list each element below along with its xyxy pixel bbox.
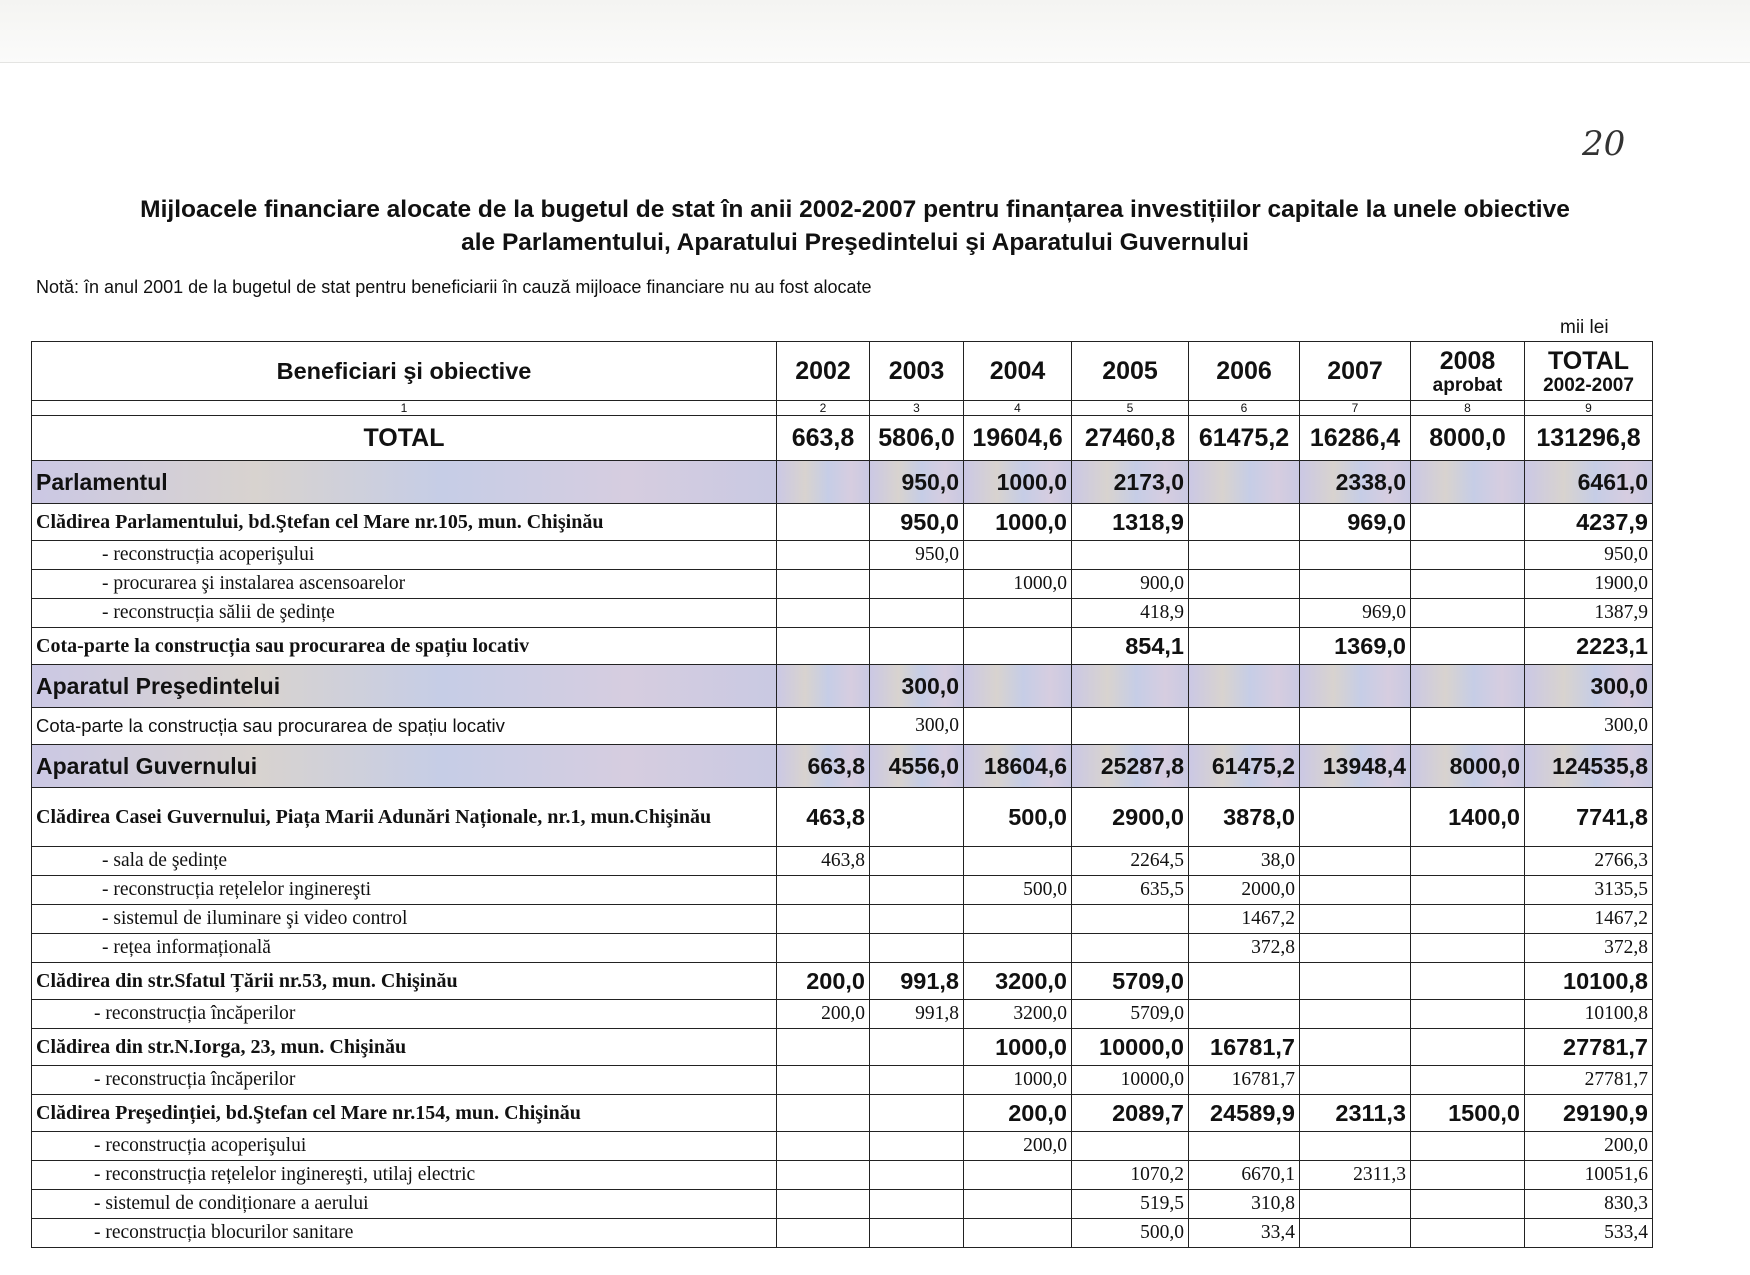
value-cell xyxy=(1189,963,1300,1000)
value-cell xyxy=(1189,504,1300,541)
value-cell xyxy=(777,708,870,745)
value-cell: 10100,8 xyxy=(1525,1000,1653,1029)
value-cell: 1070,2 xyxy=(1072,1161,1189,1190)
row-label: - reconstrucția încăperilor xyxy=(32,1000,777,1029)
column-number: 5 xyxy=(1072,401,1189,416)
value-cell: 830,3 xyxy=(1525,1190,1653,1219)
column-number: 4 xyxy=(964,401,1072,416)
sub-item-row xyxy=(32,905,1653,934)
object-row xyxy=(32,963,1653,1000)
value-cell xyxy=(1072,708,1189,745)
row-label: - reconstrucția sălii de şedințe xyxy=(32,599,777,628)
value-cell xyxy=(1300,847,1411,876)
value-cell: 200,0 xyxy=(1525,1132,1653,1161)
sub-item-row xyxy=(32,1190,1653,1219)
value-cell xyxy=(777,1190,870,1219)
value-cell xyxy=(870,1132,964,1161)
row-label: Clădirea din str.N.Iorga, 23, mun. Chişinău xyxy=(32,1029,777,1066)
value-cell: 10000,0 xyxy=(1072,1029,1189,1066)
value-cell: 500,0 xyxy=(964,788,1072,847)
section-cell: 1000,0 xyxy=(964,461,1072,504)
sub-item-row xyxy=(32,541,1653,570)
section-cell: 124535,8 xyxy=(1525,745,1653,788)
section-row xyxy=(32,665,1653,708)
value-cell xyxy=(1300,963,1411,1000)
value-cell: 2000,0 xyxy=(1189,876,1300,905)
title-line-2: ale Parlamentului, Aparatului Preşedintelui şi Aparatului Guvernului xyxy=(461,229,1249,256)
value-cell xyxy=(777,1095,870,1132)
value-cell xyxy=(1300,1066,1411,1095)
value-cell: 418,9 xyxy=(1072,599,1189,628)
row-label: - procurarea şi instalarea ascensoarelor xyxy=(32,570,777,599)
value-cell: 2766,3 xyxy=(1525,847,1653,876)
value-cell xyxy=(777,1219,870,1248)
object-row xyxy=(32,788,1653,847)
header-2008-year: 2008 xyxy=(1439,347,1496,375)
section-cell xyxy=(1072,665,1189,708)
section-label: Parlamentul xyxy=(32,461,777,504)
value-cell xyxy=(870,1161,964,1190)
row-label: Clădirea Casei Guvernului, Piața Marii Adunări Naționale, nr.1, mun.Chişinău xyxy=(32,788,777,847)
value-cell: 33,4 xyxy=(1189,1219,1300,1248)
section-cell xyxy=(777,461,870,504)
value-cell: 6670,1 xyxy=(1189,1161,1300,1190)
value-cell xyxy=(1189,708,1300,745)
column-number: 7 xyxy=(1300,401,1411,416)
value-cell: 854,1 xyxy=(1072,628,1189,665)
value-cell: 1369,0 xyxy=(1300,628,1411,665)
value-cell xyxy=(1072,1132,1189,1161)
value-cell xyxy=(964,541,1072,570)
value-cell: 3135,5 xyxy=(1525,876,1653,905)
object-row xyxy=(32,708,1653,745)
value-cell xyxy=(1072,541,1189,570)
header-year: 2005 xyxy=(1072,342,1189,401)
value-cell xyxy=(1300,1190,1411,1219)
value-cell: 200,0 xyxy=(964,1095,1072,1132)
value-cell xyxy=(1300,788,1411,847)
value-cell: 635,5 xyxy=(1072,876,1189,905)
sub-item-row xyxy=(32,1132,1653,1161)
section-cell: 663,8 xyxy=(777,745,870,788)
value-cell xyxy=(870,905,964,934)
value-cell xyxy=(777,905,870,934)
value-cell: 372,8 xyxy=(1189,934,1300,963)
row-label: Cota-parte la construcția sau procurarea de spațiu locativ xyxy=(32,708,777,745)
header-year: 2004 xyxy=(964,342,1072,401)
value-cell xyxy=(1300,708,1411,745)
value-cell xyxy=(870,1219,964,1248)
column-number: 8 xyxy=(1411,401,1525,416)
value-cell: 310,8 xyxy=(1189,1190,1300,1219)
value-cell: 463,8 xyxy=(777,788,870,847)
value-cell xyxy=(1300,570,1411,599)
value-cell xyxy=(1189,1000,1300,1029)
value-cell xyxy=(777,570,870,599)
value-cell xyxy=(1411,1029,1525,1066)
value-cell xyxy=(1411,1066,1525,1095)
scan-top-edge xyxy=(0,0,1750,63)
value-cell: 200,0 xyxy=(777,963,870,1000)
column-number: 6 xyxy=(1189,401,1300,416)
value-cell: 4237,9 xyxy=(1525,504,1653,541)
sub-item-row xyxy=(32,570,1653,599)
value-cell: 2311,3 xyxy=(1300,1095,1411,1132)
value-cell: 1400,0 xyxy=(1411,788,1525,847)
value-cell xyxy=(1411,1190,1525,1219)
value-cell: 969,0 xyxy=(1300,504,1411,541)
value-cell: 2900,0 xyxy=(1072,788,1189,847)
value-cell xyxy=(1411,599,1525,628)
section-cell xyxy=(1411,665,1525,708)
value-cell: 500,0 xyxy=(1072,1219,1189,1248)
value-cell xyxy=(1411,1000,1525,1029)
value-cell xyxy=(777,1029,870,1066)
header-2008-sub: aprobat xyxy=(1432,375,1503,396)
value-cell xyxy=(1411,1132,1525,1161)
value-cell: 2311,3 xyxy=(1300,1161,1411,1190)
value-cell xyxy=(1189,599,1300,628)
value-cell: 1467,2 xyxy=(1525,905,1653,934)
object-row xyxy=(32,628,1653,665)
value-cell xyxy=(870,1095,964,1132)
total-row xyxy=(32,416,1653,461)
value-cell xyxy=(964,847,1072,876)
value-cell: 1000,0 xyxy=(964,1029,1072,1066)
value-cell xyxy=(1411,876,1525,905)
value-cell: 500,0 xyxy=(964,876,1072,905)
value-cell xyxy=(1411,1161,1525,1190)
value-cell xyxy=(964,628,1072,665)
row-label: - sistemul de condiționare a aerului xyxy=(32,1190,777,1219)
row-label: Clădirea din str.Sfatul Țării nr.53, mun. Chişinău xyxy=(32,963,777,1000)
budget-table xyxy=(31,341,1653,1248)
value-cell: 10000,0 xyxy=(1072,1066,1189,1095)
row-label: Clădirea Parlamentului, bd.Ştefan cel Mare nr.105, mun. Chişinău xyxy=(32,504,777,541)
value-cell: 3200,0 xyxy=(964,963,1072,1000)
header-2008 xyxy=(1411,342,1525,401)
value-cell xyxy=(964,1161,1072,1190)
row-label: - reconstrucția blocurilor sanitare xyxy=(32,1219,777,1248)
value-cell xyxy=(777,1132,870,1161)
value-cell: 1500,0 xyxy=(1411,1095,1525,1132)
value-cell: 5709,0 xyxy=(1072,1000,1189,1029)
title-line-1: Mijloacele financiare alocate de la bugetul de stat în anii 2002-2007 pentru finanțarea investițiilor capitale la unele obiective xyxy=(140,196,1570,223)
value-cell: 991,8 xyxy=(870,963,964,1000)
sub-item-row xyxy=(32,1219,1653,1248)
value-cell xyxy=(870,788,964,847)
section-label: Aparatul Guvernului xyxy=(32,745,777,788)
value-cell xyxy=(1411,504,1525,541)
object-row xyxy=(32,504,1653,541)
value-cell xyxy=(777,1066,870,1095)
value-cell xyxy=(1072,905,1189,934)
value-cell: 991,8 xyxy=(870,1000,964,1029)
note: Notă: în anul 2001 de la bugetul de stat pentru beneficiarii în cauză mijloace financiare nu au fost alocate xyxy=(36,277,872,297)
section-cell xyxy=(1189,461,1300,504)
header-beneficiari: Beneficiari şi obiective xyxy=(32,342,777,401)
section-row xyxy=(32,745,1653,788)
sub-item-row xyxy=(32,1161,1653,1190)
value-cell: 300,0 xyxy=(1525,708,1653,745)
value-cell: 5709,0 xyxy=(1072,963,1189,1000)
value-cell xyxy=(1300,1000,1411,1029)
value-cell: 969,0 xyxy=(1300,599,1411,628)
object-row xyxy=(32,1029,1653,1066)
value-cell xyxy=(964,599,1072,628)
value-cell: 3878,0 xyxy=(1189,788,1300,847)
value-cell xyxy=(964,708,1072,745)
section-cell xyxy=(1300,665,1411,708)
value-cell xyxy=(964,934,1072,963)
sub-item-row xyxy=(32,1066,1653,1095)
value-cell: 7741,8 xyxy=(1525,788,1653,847)
value-cell xyxy=(1189,541,1300,570)
header-total xyxy=(1525,342,1653,401)
value-cell xyxy=(1189,1132,1300,1161)
total-cell: 61475,2 xyxy=(1189,416,1300,461)
value-cell xyxy=(777,541,870,570)
section-label: Aparatul Preşedintelui xyxy=(32,665,777,708)
row-label: - reconstrucția încăperilor xyxy=(32,1066,777,1095)
section-cell xyxy=(777,665,870,708)
row-label: - reconstrucția acoperişului xyxy=(32,1132,777,1161)
value-cell xyxy=(1300,876,1411,905)
total-cell: 131296,8 xyxy=(1525,416,1653,461)
value-cell xyxy=(870,1190,964,1219)
value-cell: 27781,7 xyxy=(1525,1066,1653,1095)
value-cell: 27781,7 xyxy=(1525,1029,1653,1066)
row-label: - sala de şedințe xyxy=(32,847,777,876)
value-cell xyxy=(870,1029,964,1066)
value-cell xyxy=(1411,934,1525,963)
value-cell: 1000,0 xyxy=(964,504,1072,541)
value-cell xyxy=(964,905,1072,934)
value-cell xyxy=(1411,1219,1525,1248)
value-cell xyxy=(1300,905,1411,934)
value-cell xyxy=(1411,541,1525,570)
section-cell xyxy=(1411,461,1525,504)
section-cell: 300,0 xyxy=(1525,665,1653,708)
value-cell: 300,0 xyxy=(870,708,964,745)
row-label: - rețea informațională xyxy=(32,934,777,963)
header-total-label: TOTAL xyxy=(1547,347,1629,375)
value-cell xyxy=(1411,708,1525,745)
value-cell: 2223,1 xyxy=(1525,628,1653,665)
value-cell xyxy=(870,1066,964,1095)
value-cell: 3200,0 xyxy=(964,1000,1072,1029)
value-cell xyxy=(964,1190,1072,1219)
row-label: - sistemul de iluminare şi video control xyxy=(32,905,777,934)
value-cell: 200,0 xyxy=(964,1132,1072,1161)
unit-label: mii lei xyxy=(1560,317,1609,338)
sub-item-row xyxy=(32,1000,1653,1029)
column-number: 1 xyxy=(32,401,777,416)
value-cell xyxy=(777,504,870,541)
value-cell: 2264,5 xyxy=(1072,847,1189,876)
value-cell: 24589,9 xyxy=(1189,1095,1300,1132)
value-cell: 900,0 xyxy=(1072,570,1189,599)
value-cell xyxy=(777,1161,870,1190)
section-cell: 18604,6 xyxy=(964,745,1072,788)
sub-item-row xyxy=(32,599,1653,628)
value-cell xyxy=(1411,628,1525,665)
header-year: 2003 xyxy=(870,342,964,401)
value-cell xyxy=(1411,847,1525,876)
value-cell xyxy=(1411,963,1525,1000)
section-cell: 2338,0 xyxy=(1300,461,1411,504)
header-total-range: 2002-2007 xyxy=(1543,375,1634,396)
value-cell: 38,0 xyxy=(1189,847,1300,876)
document-title xyxy=(30,193,1680,259)
header-row xyxy=(32,342,1653,401)
value-cell: 1900,0 xyxy=(1525,570,1653,599)
row-label: - reconstrucția rețelelor inginereşti xyxy=(32,876,777,905)
column-number: 3 xyxy=(870,401,964,416)
value-cell xyxy=(1300,1132,1411,1161)
value-cell: 2089,7 xyxy=(1072,1095,1189,1132)
column-number: 2 xyxy=(777,401,870,416)
value-cell: 10100,8 xyxy=(1525,963,1653,1000)
value-cell: 950,0 xyxy=(870,504,964,541)
value-cell xyxy=(777,934,870,963)
sub-item-row xyxy=(32,876,1653,905)
value-cell: 519,5 xyxy=(1072,1190,1189,1219)
value-cell xyxy=(777,628,870,665)
total-cell: 16286,4 xyxy=(1300,416,1411,461)
total-label: TOTAL xyxy=(32,416,777,461)
value-cell xyxy=(870,628,964,665)
value-cell xyxy=(964,1219,1072,1248)
value-cell: 1000,0 xyxy=(964,570,1072,599)
header-year: 2002 xyxy=(777,342,870,401)
section-cell: 4556,0 xyxy=(870,745,964,788)
value-cell: 1000,0 xyxy=(964,1066,1072,1095)
value-cell xyxy=(870,847,964,876)
value-cell: 16781,7 xyxy=(1189,1066,1300,1095)
value-cell: 533,4 xyxy=(1525,1219,1653,1248)
row-label: Clădirea Preşedinției, bd.Ştefan cel Mare nr.154, mun. Chişinău xyxy=(32,1095,777,1132)
section-cell: 300,0 xyxy=(870,665,964,708)
object-row xyxy=(32,1095,1653,1132)
total-cell: 27460,8 xyxy=(1072,416,1189,461)
section-cell: 61475,2 xyxy=(1189,745,1300,788)
header-year: 2006 xyxy=(1189,342,1300,401)
row-label: - reconstrucția acoperişului xyxy=(32,541,777,570)
value-cell xyxy=(1300,1219,1411,1248)
value-cell xyxy=(870,934,964,963)
section-cell xyxy=(964,665,1072,708)
section-cell: 6461,0 xyxy=(1525,461,1653,504)
value-cell: 950,0 xyxy=(1525,541,1653,570)
column-number-row xyxy=(32,401,1653,416)
value-cell: 10051,6 xyxy=(1525,1161,1653,1190)
row-label: - reconstrucția rețelelor inginereşti, utilaj electric xyxy=(32,1161,777,1190)
total-cell: 663,8 xyxy=(777,416,870,461)
value-cell xyxy=(870,876,964,905)
value-cell: 29190,9 xyxy=(1525,1095,1653,1132)
section-row xyxy=(32,461,1653,504)
value-cell xyxy=(777,599,870,628)
value-cell xyxy=(870,570,964,599)
value-cell xyxy=(1189,628,1300,665)
page-number: 20 xyxy=(1582,124,1626,164)
value-cell: 1387,9 xyxy=(1525,599,1653,628)
section-cell: 2173,0 xyxy=(1072,461,1189,504)
value-cell xyxy=(1300,934,1411,963)
sub-item-row xyxy=(32,847,1653,876)
value-cell: 200,0 xyxy=(777,1000,870,1029)
value-cell: 372,8 xyxy=(1525,934,1653,963)
value-cell: 16781,7 xyxy=(1189,1029,1300,1066)
value-cell xyxy=(1300,1029,1411,1066)
value-cell xyxy=(1300,541,1411,570)
total-cell: 19604,6 xyxy=(964,416,1072,461)
value-cell: 1318,9 xyxy=(1072,504,1189,541)
value-cell xyxy=(1411,905,1525,934)
value-cell: 1467,2 xyxy=(1189,905,1300,934)
row-label: Cota-parte la construcția sau procurarea de spațiu locativ xyxy=(32,628,777,665)
section-cell: 13948,4 xyxy=(1300,745,1411,788)
section-cell: 8000,0 xyxy=(1411,745,1525,788)
total-cell: 5806,0 xyxy=(870,416,964,461)
value-cell xyxy=(1411,570,1525,599)
value-cell xyxy=(777,876,870,905)
value-cell xyxy=(870,599,964,628)
sub-item-row xyxy=(32,934,1653,963)
value-cell xyxy=(1072,934,1189,963)
section-cell xyxy=(1189,665,1300,708)
column-number: 9 xyxy=(1525,401,1653,416)
section-cell: 950,0 xyxy=(870,461,964,504)
value-cell xyxy=(1189,570,1300,599)
header-year: 2007 xyxy=(1300,342,1411,401)
value-cell: 463,8 xyxy=(777,847,870,876)
value-cell: 950,0 xyxy=(870,541,964,570)
section-cell: 25287,8 xyxy=(1072,745,1189,788)
total-cell: 8000,0 xyxy=(1411,416,1525,461)
